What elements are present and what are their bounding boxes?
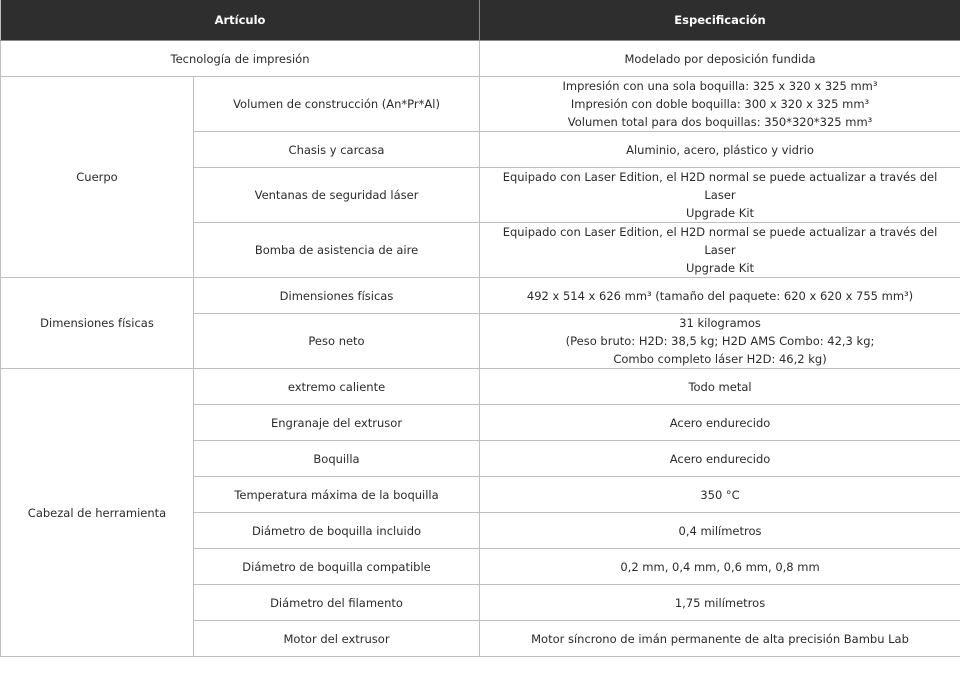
header-row bbox=[1, 0, 960, 41]
row-label: Chasis y carcasa bbox=[194, 132, 480, 168]
row-value: Motor síncrono de imán permanente de alta precisión Bambu Lab bbox=[480, 621, 960, 657]
row-label: extremo caliente bbox=[194, 369, 480, 405]
row-label: Engranaje del extrusor bbox=[194, 405, 480, 441]
header-spec: Especificación bbox=[480, 0, 960, 41]
row-value: Acero endurecido bbox=[480, 405, 960, 441]
row-value: Modelado por deposición fundida bbox=[480, 41, 960, 77]
value-line: (Peso bruto: H2D: 38,5 kg; H2D AMS Combo: 42,3 kg; bbox=[565, 334, 875, 348]
header-item: Artículo bbox=[1, 0, 480, 41]
row-label: Diámetro del filamento bbox=[194, 585, 480, 621]
value-line: Upgrade Kit bbox=[685, 206, 755, 220]
row-value: 350 °C bbox=[480, 477, 960, 513]
row-label: Temperatura máxima de la boquilla bbox=[194, 477, 480, 513]
row-value: Acero endurecido bbox=[480, 441, 960, 477]
row-value: Todo metal bbox=[480, 369, 960, 405]
value-line: Combo completo láser H2D: 46,2 kg) bbox=[613, 352, 827, 366]
value-line: 31 kilogramos bbox=[679, 316, 761, 330]
value-line: Volumen total para dos boquillas: 350*320*325 mm³ bbox=[567, 115, 873, 129]
table-row bbox=[1, 278, 960, 314]
group-label-toolhead: Cabezal de herramienta bbox=[1, 369, 194, 657]
row-value bbox=[480, 168, 960, 223]
value-line: Upgrade Kit bbox=[685, 261, 755, 275]
value-line: Impresión con una sola boquilla: 325 x 320 x 325 mm³ bbox=[562, 79, 878, 93]
row-value: Aluminio, acero, plástico y vidrio bbox=[480, 132, 960, 168]
row-label: Volumen de construcción (An*Pr*Al) bbox=[194, 77, 480, 132]
value-line: Impresión con doble boquilla: 300 x 320 x 325 mm³ bbox=[570, 97, 870, 111]
row-value bbox=[480, 223, 960, 278]
table-row bbox=[1, 369, 960, 405]
row-label: Boquilla bbox=[194, 441, 480, 477]
row-value: 0,2 mm, 0,4 mm, 0,6 mm, 0,8 mm bbox=[480, 549, 960, 585]
row-value: 1,75 milímetros bbox=[480, 585, 960, 621]
row-label: Dimensiones físicas bbox=[194, 278, 480, 314]
row-value: 492 x 514 x 626 mm³ (tamaño del paquete: 620 x 620 x 755 mm³) bbox=[480, 278, 960, 314]
table-row bbox=[1, 77, 960, 132]
value-line: Equipado con Laser Edition, el H2D normal se puede actualizar a través del Laser bbox=[502, 170, 938, 202]
row-label: Diámetro de boquilla incluido bbox=[194, 513, 480, 549]
row-label: Motor del extrusor bbox=[194, 621, 480, 657]
row-label: Tecnología de impresión bbox=[1, 41, 480, 77]
row-value: 0,4 milímetros bbox=[480, 513, 960, 549]
row-value bbox=[480, 77, 960, 132]
row-label: Bomba de asistencia de aire bbox=[194, 223, 480, 278]
table-row bbox=[1, 41, 960, 77]
row-value bbox=[480, 314, 960, 369]
value-line: Equipado con Laser Edition, el H2D normal se puede actualizar a través del Laser bbox=[502, 225, 938, 257]
group-label-dimensions: Dimensiones físicas bbox=[1, 278, 194, 369]
row-label: Diámetro de boquilla compatible bbox=[194, 549, 480, 585]
row-label: Ventanas de seguridad láser bbox=[194, 168, 480, 223]
group-label-cuerpo: Cuerpo bbox=[1, 77, 194, 278]
row-label: Peso neto bbox=[194, 314, 480, 369]
